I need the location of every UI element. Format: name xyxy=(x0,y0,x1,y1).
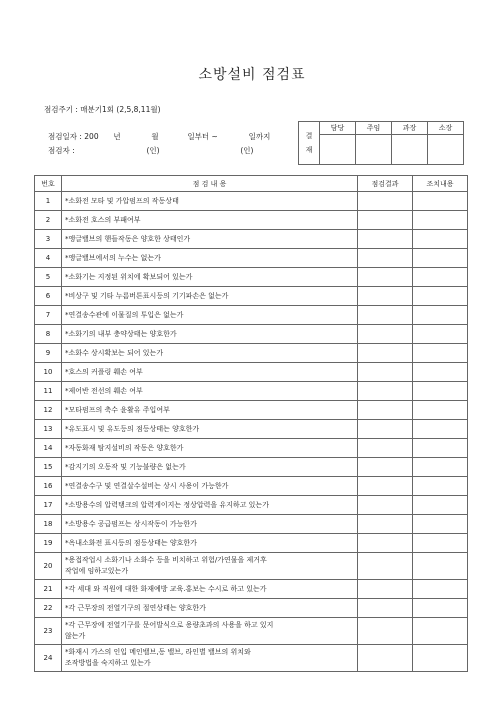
approval-sign-cell[interactable] xyxy=(428,135,464,165)
row-result-cell[interactable] xyxy=(358,420,413,439)
row-text-cont: 조작방법을 숙지하고 있는가 xyxy=(65,659,151,667)
row-result-cell[interactable] xyxy=(358,192,413,211)
row-content xyxy=(62,515,358,534)
row-number: 7 xyxy=(35,306,62,325)
row-text: *자동화재 탐지설비의 작동은 양호한가 xyxy=(65,444,184,452)
row-number: 11 xyxy=(35,382,62,401)
approval-role: 담당 xyxy=(320,122,356,135)
row-number: 20 xyxy=(35,553,62,580)
table-row xyxy=(35,325,468,344)
approval-sign-cell[interactable] xyxy=(356,135,392,165)
table-row xyxy=(35,458,468,477)
row-number: 17 xyxy=(35,496,62,515)
row-result-cell[interactable] xyxy=(358,515,413,534)
row-content xyxy=(62,420,358,439)
row-result-cell[interactable] xyxy=(358,439,413,458)
row-text: *소화전 모타 및 가압펌프의 작동상태 xyxy=(65,197,179,205)
row-text: *용접작업시 소화기나 소화수 등을 비치하고 위험/가연물을 제거후 xyxy=(65,556,267,564)
row-text: *연결송수구 및 연결살수설비는 상시 사용이 가능한가 xyxy=(65,482,229,490)
row-text: *각 세대 와 직원에 대한 화재예방 교육.홍보는 수시로 하고 있는가 xyxy=(65,585,267,593)
row-action-cell[interactable] xyxy=(413,287,468,306)
row-content xyxy=(62,439,358,458)
date-label: 점검일자 : 200 xyxy=(48,132,99,141)
row-result-cell[interactable] xyxy=(358,458,413,477)
row-action-cell[interactable] xyxy=(413,534,468,553)
date-year: 년 xyxy=(113,132,121,141)
row-result-cell[interactable] xyxy=(358,553,413,580)
table-row xyxy=(35,618,468,645)
row-number: 4 xyxy=(35,249,62,268)
row-action-cell[interactable] xyxy=(413,618,468,645)
row-action-cell[interactable] xyxy=(413,477,468,496)
row-result-cell[interactable] xyxy=(358,599,413,618)
table-row xyxy=(35,249,468,268)
row-text: *옥내소화전 표시등의 점등상태는 양호한가 xyxy=(65,539,197,547)
row-result-cell[interactable] xyxy=(358,401,413,420)
row-text: *소방용수의 압력탱크의 압력게이지는 정상압력을 유지하고 있는가 xyxy=(65,501,269,509)
row-result-cell[interactable] xyxy=(358,645,413,672)
row-action-cell[interactable] xyxy=(413,580,468,599)
row-content xyxy=(62,211,358,230)
table-row xyxy=(35,496,468,515)
row-text: *각 근무장에 전열기구를 문어발식으로 용량초과의 사용을 하고 있지 xyxy=(65,621,274,629)
row-content xyxy=(62,496,358,515)
approval-sign-cell[interactable] xyxy=(392,135,428,165)
header-content: 점 검 내 용 xyxy=(62,176,358,192)
header-number: 번호 xyxy=(35,176,62,192)
table-row xyxy=(35,515,468,534)
row-action-cell[interactable] xyxy=(413,382,468,401)
row-number: 12 xyxy=(35,401,62,420)
document-title: 소방설비 점검표 xyxy=(198,67,306,83)
table-row xyxy=(35,439,468,458)
row-content xyxy=(62,553,358,580)
row-result-cell[interactable] xyxy=(358,211,413,230)
inspector-label: 점검자 : xyxy=(48,146,75,155)
row-text: *호스의 커플링 훼손 여부 xyxy=(65,368,143,376)
table-row xyxy=(35,363,468,382)
table-row xyxy=(35,306,468,325)
row-number: 14 xyxy=(35,439,62,458)
row-text: *소화전 호스의 부패여부 xyxy=(65,216,141,224)
row-result-cell[interactable] xyxy=(358,618,413,645)
inspector-seal-2: (인) xyxy=(240,146,254,155)
table-row xyxy=(35,382,468,401)
table-row xyxy=(35,420,468,439)
row-action-cell[interactable] xyxy=(413,192,468,211)
row-result-cell[interactable] xyxy=(358,496,413,515)
row-content xyxy=(62,599,358,618)
row-result-cell[interactable] xyxy=(358,325,413,344)
row-content xyxy=(62,192,358,211)
row-number: 15 xyxy=(35,458,62,477)
approval-role: 주임 xyxy=(356,122,392,135)
table-row xyxy=(35,192,468,211)
row-result-cell[interactable] xyxy=(358,534,413,553)
table-row xyxy=(35,230,468,249)
row-number: 22 xyxy=(35,599,62,618)
row-result-cell[interactable] xyxy=(358,382,413,401)
row-action-cell[interactable] xyxy=(413,306,468,325)
row-action-cell[interactable] xyxy=(413,553,468,580)
row-number: 9 xyxy=(35,344,62,363)
row-number: 2 xyxy=(35,211,62,230)
row-text: *연결송수관에 이물질의 투입은 없는가 xyxy=(65,311,184,319)
table-row xyxy=(35,401,468,420)
row-content xyxy=(62,401,358,420)
table-row xyxy=(35,645,468,672)
row-text: *소화수 상시확보는 되어 있는가 xyxy=(65,349,164,357)
row-number: 16 xyxy=(35,477,62,496)
row-result-cell[interactable] xyxy=(358,477,413,496)
row-number: 18 xyxy=(35,515,62,534)
row-content xyxy=(62,268,358,287)
approval-label: 결 재 xyxy=(299,122,320,165)
row-content xyxy=(62,477,358,496)
row-text: *앵글밸브의 핸들작동은 양호한 상태인가 xyxy=(65,235,191,243)
row-result-cell[interactable] xyxy=(358,268,413,287)
table-row xyxy=(35,580,468,599)
approval-sign-cell[interactable] xyxy=(320,135,356,165)
row-action-cell[interactable] xyxy=(413,249,468,268)
row-number: 21 xyxy=(35,580,62,599)
row-text: *모타펌프의 축수 윤활유 주입여부 xyxy=(65,406,170,414)
row-result-cell[interactable] xyxy=(358,249,413,268)
row-result-cell[interactable] xyxy=(358,306,413,325)
row-action-cell[interactable] xyxy=(413,230,468,249)
inspector-seal-1: (인) xyxy=(146,146,160,155)
table-row xyxy=(35,477,468,496)
table-row xyxy=(35,344,468,363)
row-action-cell[interactable] xyxy=(413,645,468,672)
table-row xyxy=(35,211,468,230)
date-from: 일부터 ~ xyxy=(187,132,218,141)
row-action-cell[interactable] xyxy=(413,599,468,618)
row-action-cell[interactable] xyxy=(413,496,468,515)
row-text-cont: 작업에 임하고있는가 xyxy=(65,567,129,575)
row-number: 8 xyxy=(35,325,62,344)
date-month: 월 xyxy=(151,132,159,141)
row-content xyxy=(62,287,358,306)
row-result-cell[interactable] xyxy=(358,580,413,599)
row-action-cell[interactable] xyxy=(413,439,468,458)
table-row xyxy=(35,268,468,287)
row-text: *소화기는 지정된 위치에 확보되어 있는가 xyxy=(65,273,193,281)
row-number: 3 xyxy=(35,230,62,249)
row-action-cell[interactable] xyxy=(413,458,468,477)
approval-role: 과장 xyxy=(392,122,428,135)
row-text: *비상구 및 기타 누름버튼표시등의 기기파손은 없는가 xyxy=(65,292,229,300)
row-content xyxy=(62,325,358,344)
row-content xyxy=(62,458,358,477)
approval-role: 소장 xyxy=(428,122,464,135)
row-action-cell[interactable] xyxy=(413,268,468,287)
header-result: 점검결과 xyxy=(358,176,413,192)
row-result-cell[interactable] xyxy=(358,287,413,306)
row-content xyxy=(62,534,358,553)
row-content xyxy=(62,249,358,268)
inspection-cycle: 점검주기 : 매분기1회 (2,5,8,11월) xyxy=(44,105,161,114)
row-number: 6 xyxy=(35,287,62,306)
row-action-cell[interactable] xyxy=(413,401,468,420)
row-number: 10 xyxy=(35,363,62,382)
row-number: 24 xyxy=(35,645,62,672)
row-text: *소방용수 공급펌프는 상시작동이 가능한가 xyxy=(65,520,197,528)
row-content xyxy=(62,645,358,672)
row-action-cell[interactable] xyxy=(413,325,468,344)
table-row xyxy=(35,599,468,618)
row-number: 1 xyxy=(35,192,62,211)
row-text: *소화기의 내부 충약상태는 양호한가 xyxy=(65,330,177,338)
row-content xyxy=(62,618,358,645)
row-action-cell[interactable] xyxy=(413,515,468,534)
row-content xyxy=(62,363,358,382)
header-action: 조치내용 xyxy=(413,176,468,192)
table-row xyxy=(35,534,468,553)
row-content xyxy=(62,306,358,325)
table-row xyxy=(35,553,468,580)
date-to: 일까지 xyxy=(248,132,271,141)
approval-box xyxy=(298,121,464,165)
row-number: 13 xyxy=(35,420,62,439)
row-text: *각 근무장의 전열기구의 절연상태는 양호한가 xyxy=(65,604,206,612)
row-result-cell[interactable] xyxy=(358,344,413,363)
inspector-line xyxy=(48,145,253,156)
row-content xyxy=(62,344,358,363)
row-action-cell[interactable] xyxy=(413,420,468,439)
row-action-cell[interactable] xyxy=(413,344,468,363)
row-text: *감지기의 오동작 및 기능불량은 없는가 xyxy=(65,463,186,471)
row-content xyxy=(62,382,358,401)
row-content xyxy=(62,580,358,599)
row-action-cell[interactable] xyxy=(413,211,468,230)
row-text: *화재시 가스의 인입 메인밸브,동 밸브, 라인별 밸브의 위치와 xyxy=(65,648,251,656)
row-result-cell[interactable] xyxy=(358,230,413,249)
row-text: *제어반 전선의 훼손 여부 xyxy=(65,387,143,395)
row-result-cell[interactable] xyxy=(358,363,413,382)
row-text-cont: 않는가 xyxy=(65,632,86,640)
row-text: *유도표시 및 유도등의 점등상태는 양호한가 xyxy=(65,425,200,433)
row-number: 23 xyxy=(35,618,62,645)
checklist-table xyxy=(34,175,468,672)
table-row xyxy=(35,287,468,306)
row-action-cell[interactable] xyxy=(413,363,468,382)
row-content xyxy=(62,230,358,249)
row-text: *앵글밸브에서의 누수는 없는가 xyxy=(65,254,161,262)
inspection-date-line xyxy=(48,131,270,142)
row-number: 5 xyxy=(35,268,62,287)
row-number: 19 xyxy=(35,534,62,553)
